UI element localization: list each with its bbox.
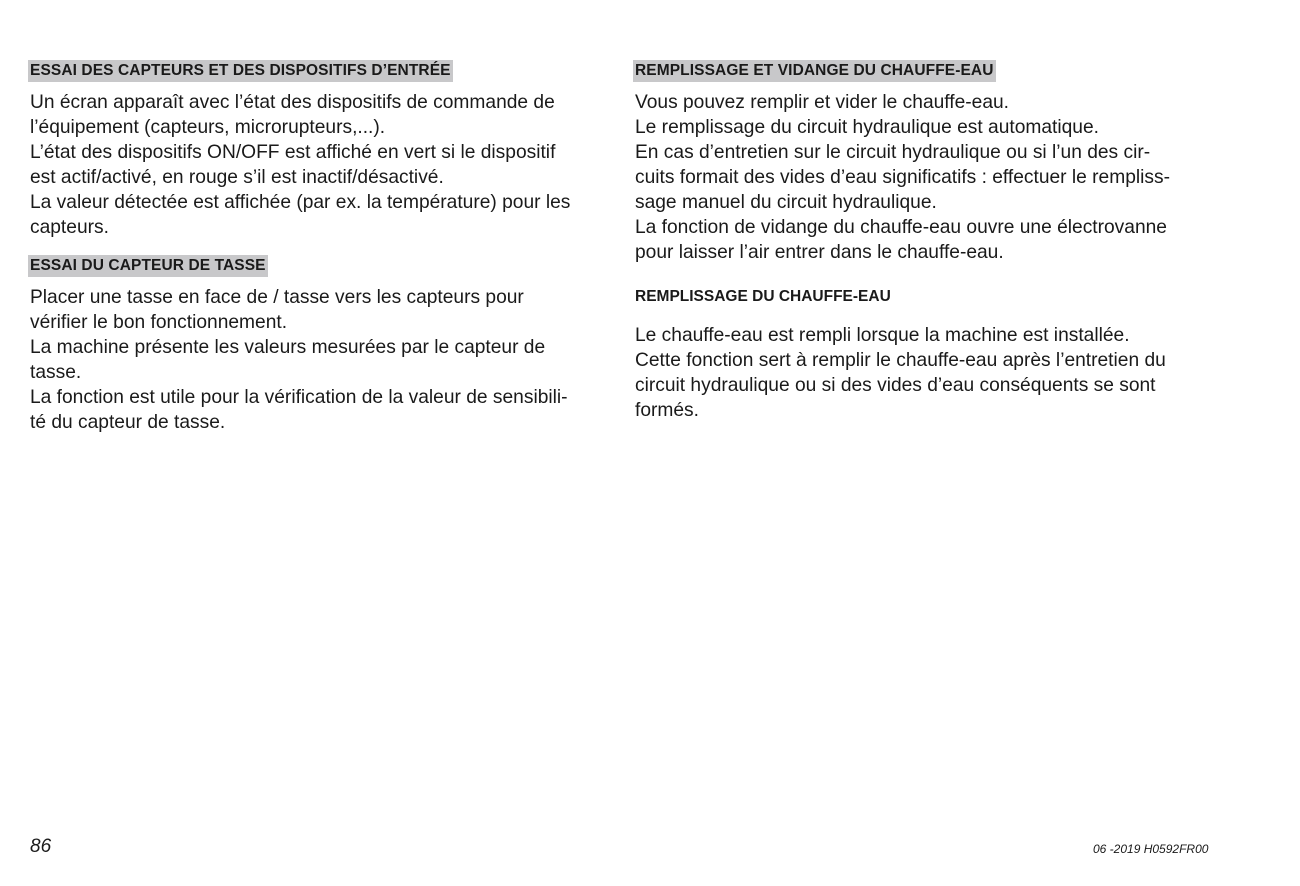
paragraph-line: Le chauffe-eau est rempli lorsque la machine est installée. — [635, 325, 1130, 346]
paragraph-line: tasse. — [30, 362, 82, 383]
paragraph-line: Le remplissage du circuit hydraulique est automatique. — [635, 117, 1099, 138]
section-cup-sensor-test — [30, 255, 620, 435]
paragraph-line: té du capteur de tasse. — [30, 412, 226, 433]
paragraph-line: capteurs. — [30, 217, 109, 238]
paragraph-line: Vous pouvez remplir et vider le chauffe-eau. — [635, 92, 1010, 113]
paragraph-line: Cette fonction sert à remplir le chauffe-eau après l’entretien du — [635, 350, 1166, 371]
paragraph-line: La fonction de vidange du chauffe-eau ouvre une électrovanne — [635, 217, 1167, 238]
section-fill-drain-boiler — [635, 60, 1225, 265]
paragraph-line: circuit hydraulique ou si des vides d’eau conséquents se sont — [635, 375, 1156, 396]
section-heading: REMPLISSAGE DU CHAUFFE-EAU — [635, 288, 891, 305]
right-column — [635, 60, 1225, 423]
paragraph-line: La valeur détectée est affichée (par ex. la température) pour les — [30, 192, 571, 213]
section-heading: REMPLISSAGE ET VIDANGE DU CHAUFFE-EAU — [633, 60, 996, 82]
page-number: 86 — [30, 836, 52, 857]
section-fill-boiler — [635, 287, 1225, 423]
paragraph-line: pour laisser l’air entrer dans le chauffe-eau. — [635, 242, 1004, 263]
paragraph-line: l’équipement (capteurs, microrupteurs,...). — [30, 117, 386, 138]
paragraph-line: La machine présente les valeurs mesurées par le capteur de — [30, 337, 546, 358]
paragraph-line: sage manuel du circuit hydraulique. — [635, 192, 937, 213]
document-reference: 06 -2019 H0592FR00 — [1093, 842, 1209, 856]
section-heading: ESSAI DU CAPTEUR DE TASSE — [28, 255, 268, 277]
paragraph-line: L’état des dispositifs ON/OFF est affiché en vert si le dispositif — [30, 142, 556, 163]
paragraph-line: cuits formait des vides d’eau significatifs : effectuer le rempliss- — [635, 167, 1170, 188]
paragraph-line: est actif/activé, en rouge s’il est inactif/désactivé. — [30, 167, 444, 188]
paragraph-line: vérifier le bon fonctionnement. — [30, 312, 288, 333]
paragraph-line: La fonction est utile pour la vérification de la valeur de sensibili- — [30, 387, 568, 408]
left-column — [30, 60, 620, 435]
paragraph-line: Placer une tasse en face de / tasse vers les capteurs pour — [30, 287, 524, 308]
section-input-sensors-test — [30, 60, 620, 240]
paragraph-line: En cas d’entretien sur le circuit hydraulique ou si l’un des cir- — [635, 142, 1151, 163]
section-heading: ESSAI DES CAPTEURS ET DES DISPOSITIFS D’ENTRÉE — [28, 60, 453, 82]
paragraph-line: formés. — [635, 400, 699, 421]
paragraph-line: Un écran apparaît avec l’état des dispositifs de commande de — [30, 92, 555, 113]
